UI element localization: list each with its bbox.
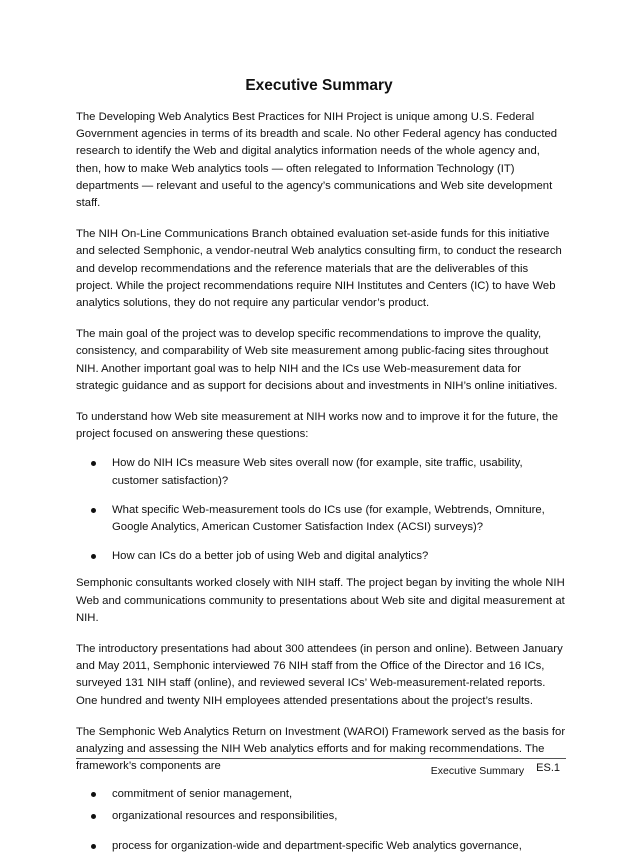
paragraph-questions-lead: To understand how Web site measurement at NIH works now and to improve it for the future, the project focused on answering these questions: [76,411,559,441]
list-item: commitment of senior management, [112,786,566,803]
list-item: What specific Web-measurement tools do ICs use (for example, Webtrends, Omniture, Google Analytics, American Customer Satisfaction Index (ACSI) surveys)? [112,502,566,536]
paragraph-intro: The Developing Web Analytics Best Practices for NIH Project is unique among U.S. Federal Government agencies in terms of its breadth and scale. No other Federal agency has conducted research to identify the Web and digital analytics information needs of the whole agency and, then, how to make Web analytics tools — often relegated to Information Technology (IT) departments — relevant and useful to the agency’s communications and Web site development staff. [76,111,558,210]
paragraph-framework: The Semphonic Web Analytics Return on Investment (WAROI) Framework served as the basis for analyzing and assessing the NIH Web analytics efforts and for making recommendations. The framework’s components are [76,725,566,773]
page-title: Executive Summary [245,77,393,94]
list-item: organizational resources and responsibilities, [112,808,566,825]
page-footer [431,764,560,778]
paragraph-goals: The main goal of the project was to develop specific recommendations to improve the quality, consistency, and comparability of Web site measurement among public-facing sites throughout NIH. Another important goal was to help NIH and the ICs use Web-measurement data for strategic guidance and as support for decisions about and investments in NIH’s online initiatives. [76,328,558,392]
footer-section-label: Executive Summary [430,765,525,777]
components-list [76,786,566,856]
paragraph-consultants: Semphonic consultants worked closely with NIH staff. The project began by inviting the whole NIH Web and communications community to presentations about Web site and digital measurement at NIH. [76,577,565,624]
page-number: ES.1 [536,762,560,774]
list-item: How can ICs do a better job of using Web and digital analytics? [112,548,566,565]
document-body [76,109,566,865]
list-item: process for organization-wide and department-specific Web analytics governance, [112,838,566,855]
paragraph-funding: The NIH On-Line Communications Branch obtained evaluation set-aside funds for this initiative and selected Semphonic, a vendor-neutral Web analytics consulting firm, to conduct the research and develop recommendations and the reference materials that are the deliverables of this project. While the project recommendations require NIH Institutes and Centers (IC) to have Web analytics solutions, they do not require any particular vendor’s product. [76,228,562,310]
questions-list [76,455,566,565]
footer-divider [76,758,566,759]
paragraph-presentations: The introductory presentations had about 300 attendees (in person and online). Between January and May 2011, Semphonic interviewed 76 NIH staff from the Office of the Director and 16 ICs, surveyed 131 NIH staff (online), and reviewed several ICs’ Web-measurement-related reports. One hundred and twenty NIH employees attended presentations about the project’s results. [76,643,563,707]
list-item: How do NIH ICs measure Web sites overall now (for example, site traffic, usability, customer satisfaction)? [112,455,566,489]
